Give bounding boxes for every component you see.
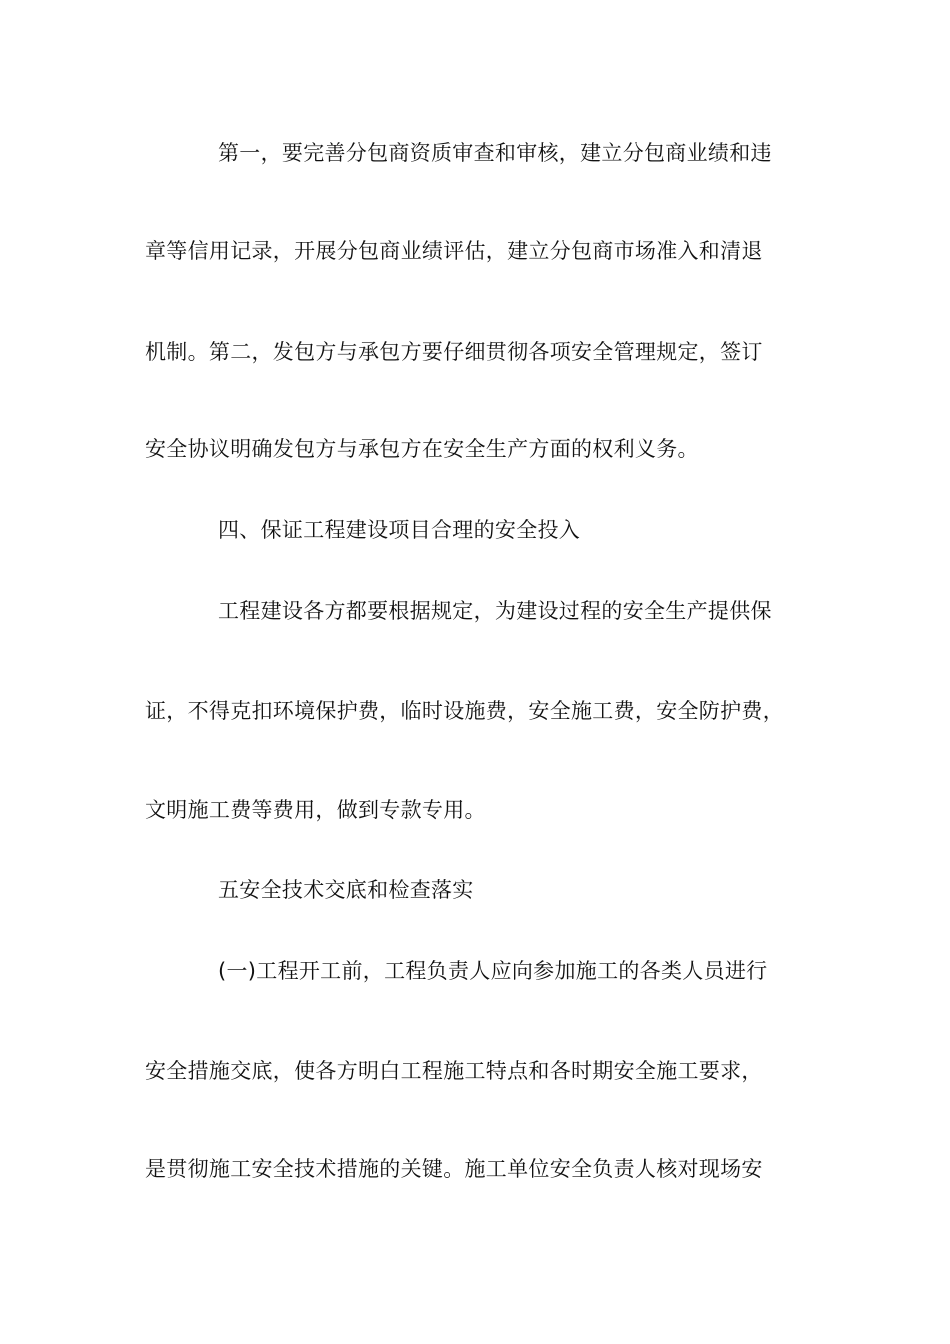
paragraph-line: 工程建设各方都要根据规定，为建设过程的安全生产提供保 <box>218 599 772 623</box>
paragraph-line: 章等信用记录，开展分包商业绩评估，建立分包商市场准入和清退 <box>145 239 763 263</box>
paragraph-line: 安全协议明确发包方与承包方在安全生产方面的权利义务。 <box>145 437 699 461</box>
paragraph-line: 是贯彻施工安全技术措施的关键。施工单位安全负责人核对现场安 <box>145 1157 763 1181</box>
paragraph-line: 安全措施交底，使各方明白工程施工特点和各时期安全施工要求， <box>145 1059 763 1083</box>
paragraph-line: 机制。第二，发包方与承包方要仔细贯彻各项安全管理规定，签订 <box>145 340 763 364</box>
paragraph-line: 文明施工费等费用，做到专款专用。 <box>145 798 486 822</box>
paragraph-line: (一)工程开工前，工程负责人应向参加施工的各类人员进行 <box>218 959 768 983</box>
section-heading: 四、保证工程建设项目合理的安全投入 <box>218 518 581 542</box>
section-heading: 五安全技术交底和检查落实 <box>218 878 474 902</box>
paragraph-line: 证，不得克扣环境保护费，临时设施费，安全施工费，安全防护费， <box>145 699 784 723</box>
paragraph-line: 第一，要完善分包商资质审查和审核，建立分包商业绩和违 <box>218 141 772 165</box>
